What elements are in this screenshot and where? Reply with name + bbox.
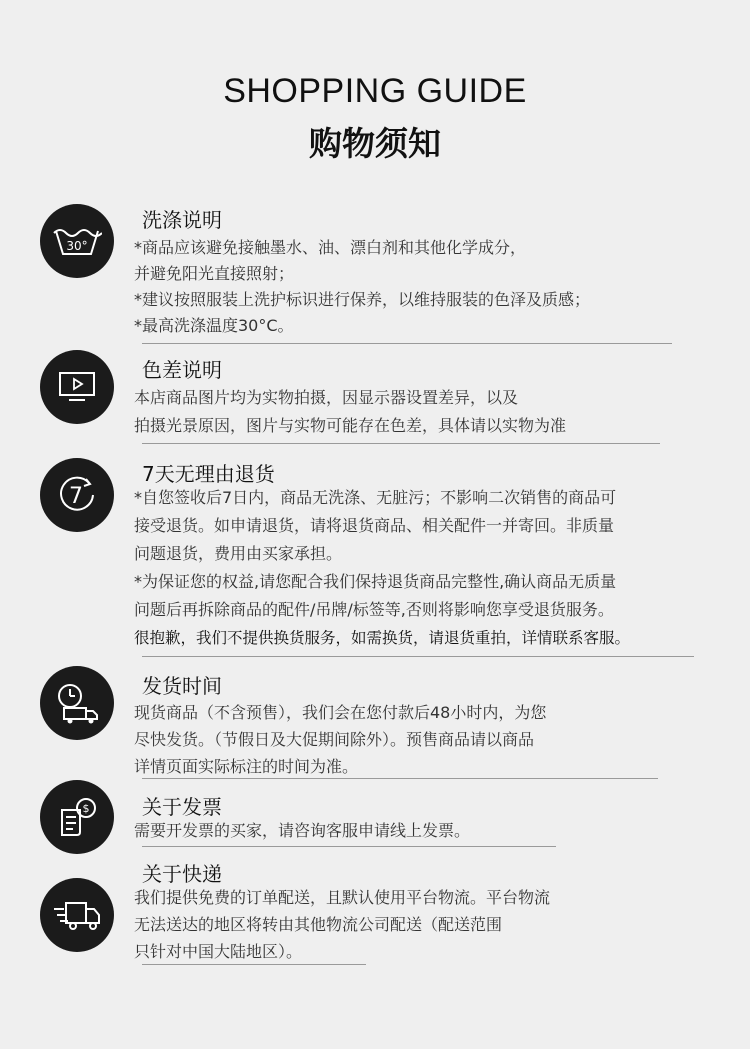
monitor-play-icon: [40, 350, 114, 424]
page-title-cn: 购物须知: [309, 124, 441, 163]
seven-day-return-icon: [40, 458, 114, 532]
section-title: 发货时间: [142, 674, 222, 698]
section-title: 色差说明: [142, 358, 222, 382]
wash-temperature-label: 30°: [66, 239, 88, 253]
section-line: 无法送达的地区将转由其他物流公司配送（配送范围: [134, 915, 503, 934]
section-line: 尽快发货。（节假日及大促期间除外）。预售商品请以商品: [134, 730, 535, 749]
section-line: *为保证您的权益,请您配合我们保持退货商品完整性,确认商品无质量: [134, 572, 617, 591]
divider: [142, 443, 660, 444]
delivery-time-truck-icon: [40, 666, 114, 740]
section-line: 很抱歉，我们不提供换货服务，如需换货，请退货重拍，详情联系客服。: [134, 629, 631, 647]
section-line: 问题后再拆除商品的配件/吊牌/标签等,否则将影响您享受退货服务。: [134, 600, 614, 619]
divider: [142, 964, 366, 965]
section-title: 洗涤说明: [142, 208, 222, 232]
section-line: *建议按照服装上洗护标识进行保养，以维持服装的色泽及质感；: [134, 290, 591, 309]
section-line: 接受退货。如申请退货，请将退货商品、相关配件一并寄回。非质量: [134, 516, 615, 535]
section-line: 只针对中国大陆地区）。: [134, 942, 303, 961]
wash-30-icon: [40, 204, 114, 278]
section-line: *商品应该避免接触墨水、油、漂白剂和其他化学成分，: [134, 238, 527, 257]
invoice-icon: [40, 780, 114, 854]
section-line: 详情页面实际标注的时间为准。: [134, 757, 359, 776]
divider: [142, 846, 556, 847]
section-line: *自您签收后7日内，商品无洗涤、无脏污；不影响二次销售的商品可: [134, 488, 617, 507]
section-line: *最高洗涤温度30°C。: [134, 316, 294, 335]
section-line: 并避免阳光直接照射；: [134, 264, 295, 283]
section-line: 本店商品图片均为实物拍摄，因显示器设置差异，以及: [134, 388, 519, 407]
section-line: 需要开发票的买家，请咨询客服申请线上发票。: [134, 821, 471, 840]
page-title-en: SHOPPING GUIDE: [223, 72, 527, 110]
seven-day-label: 7: [69, 484, 83, 509]
invoice-currency-label: $: [82, 802, 90, 815]
section-title: 关于发票: [142, 795, 222, 819]
section-line: 我们提供免费的订单配送，且默认使用平台物流。平台物流: [134, 888, 551, 907]
divider: [142, 343, 672, 344]
fast-delivery-truck-icon: [40, 878, 114, 952]
section-line: 问题退货，费用由买家承担。: [134, 544, 343, 563]
divider: [142, 656, 694, 657]
divider: [142, 778, 658, 779]
section-title: 关于快递: [142, 862, 222, 886]
section-line: 现货商品（不含预售），我们会在您付款后48小时内，为您: [134, 703, 547, 722]
section-line: 拍摄光景原因，图片与实物可能存在色差，具体请以实物为准: [134, 416, 567, 435]
section-title: 7天无理由退货: [142, 462, 275, 486]
